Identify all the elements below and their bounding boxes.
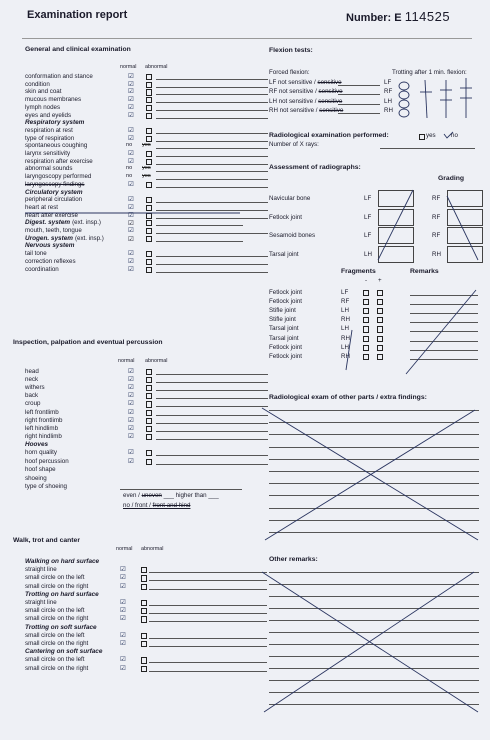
inspection-row-label: croup xyxy=(25,400,41,408)
inspection-row-check[interactable]: ☑ xyxy=(128,432,134,440)
circulatory-row-check[interactable]: ☑ xyxy=(128,196,134,204)
circulatory-title: Circulatory system xyxy=(25,188,83,196)
col-abnormal-label-3: abnormal xyxy=(141,546,164,552)
assessment-title: Assessment of radiographs: xyxy=(269,164,361,171)
hoof-row-check[interactable]: ☑ xyxy=(128,457,134,465)
remarks-cross-1 xyxy=(406,290,476,374)
general-row-label: eyes and eyelids xyxy=(25,111,72,119)
circulatory-row-check[interactable]: ☑ xyxy=(128,203,134,211)
report-title: Examination report xyxy=(27,9,128,21)
walk-title: Walk, trot and canter xyxy=(13,537,80,544)
hoof-row-label: type of shoeing xyxy=(25,483,67,491)
inspection-row-label: right frontlimb xyxy=(25,416,63,424)
walk-check[interactable]: ☑ xyxy=(120,566,126,574)
col-normal-label-3: normal xyxy=(116,546,133,552)
inspection-row-label: back xyxy=(25,392,39,400)
walk-row-label: small circle on the left xyxy=(25,656,85,664)
flexion-title: Flexion tests: xyxy=(269,47,313,54)
digest-ext: (ext. insp.) xyxy=(72,219,101,227)
radio-no-label: no xyxy=(451,132,458,139)
walk-check[interactable]: ☑ xyxy=(120,656,126,664)
urogen-check[interactable]: ☑ xyxy=(128,235,134,243)
fragment-leg: LH xyxy=(341,325,349,333)
walk-row-label: small circle on the right xyxy=(25,582,89,590)
grade-cross-left xyxy=(378,190,413,260)
walk-section-title: Trotting on soft surface xyxy=(25,623,97,631)
inspection-row-label: neck xyxy=(25,376,39,384)
hoof-row-check[interactable]: ☑ xyxy=(128,449,134,456)
general-row-check[interactable]: ☑ xyxy=(128,88,134,96)
inspection-row-check[interactable]: ☑ xyxy=(128,392,134,400)
circulatory-row-label: peripheral circulation xyxy=(25,196,83,204)
walk-section-title: Cantering on soft surface xyxy=(25,648,103,656)
radiograph-right-leg: RF xyxy=(432,195,441,202)
fragment-label: Fetlock joint xyxy=(269,289,303,296)
inspection-row-check[interactable]: ☑ xyxy=(128,376,134,384)
general-row-check[interactable]: ☑ xyxy=(128,103,134,111)
circulatory-row-label: heart after exercise xyxy=(25,211,78,219)
grading-label: Grading xyxy=(438,175,465,182)
radio-yes-label: yes xyxy=(426,132,436,139)
flex-circle-rh xyxy=(399,109,409,117)
inspection-row-label: head xyxy=(25,368,39,375)
circulatory-row-check[interactable]: ☑ xyxy=(128,211,134,219)
inspection-row-check[interactable]: ☑ xyxy=(128,368,134,375)
general-row-label: lymph nodes xyxy=(25,103,61,111)
walk-row-label: small circle on the left xyxy=(25,574,85,582)
report-number-label: Number: E xyxy=(346,12,402,24)
flexion-leg: RH xyxy=(384,106,393,114)
radiograph-right-leg: RF xyxy=(432,232,441,239)
respiratory-row-label: abnormal sounds xyxy=(25,165,73,173)
respiratory-row-yes: yes xyxy=(142,173,151,180)
respiratory-row-check[interactable]: ☑ xyxy=(128,126,134,134)
walk-check[interactable]: ☑ xyxy=(120,599,126,606)
inspection-row-check[interactable]: ☑ xyxy=(128,416,134,424)
flex-mark-1 xyxy=(425,80,427,118)
walk-check[interactable]: ☑ xyxy=(120,664,126,672)
nervous-row-check[interactable]: ☑ xyxy=(128,250,134,258)
walk-section-title: Walking on hard surface xyxy=(25,558,100,565)
respiratory-row-label: laryngoscopy performed xyxy=(25,173,92,181)
nervous-row-label: correction reflexes xyxy=(25,257,76,265)
fragment-label: Fetlock joint xyxy=(269,298,303,306)
fragments-title: Fragments xyxy=(341,268,376,275)
shoeing-value: no / front / front and hind xyxy=(123,502,191,509)
other-remarks-title: Other remarks: xyxy=(269,556,318,563)
fragment-label: Tarsal joint xyxy=(269,325,299,333)
walk-row-label: straight line xyxy=(25,599,57,606)
fragment-leg: RH xyxy=(341,334,350,342)
forced-flexion-label: Forced flexion: xyxy=(269,69,310,76)
radiograph-label: Sesamoid bones xyxy=(269,232,316,239)
respiratory-row-no: no xyxy=(126,142,133,149)
respiratory-row-label: respiration after exercise xyxy=(25,157,93,165)
respiratory-row-label: larynx sensitivity xyxy=(25,150,71,157)
flexion-sensitive: sensitive xyxy=(318,97,343,105)
respiratory-row-check[interactable]: ☑ xyxy=(128,134,134,142)
general-exam-title: General and clinical examination xyxy=(25,46,131,53)
flexion-sensitive: sensitive xyxy=(317,79,342,86)
grade-cross-right xyxy=(447,196,478,260)
respiratory-row-check[interactable]: ☑ xyxy=(128,150,134,157)
remarks-title: Remarks xyxy=(410,268,439,275)
respiratory-row-label: respiration at rest xyxy=(25,126,73,134)
radiograph-left-leg: LF xyxy=(364,213,372,221)
flexion-sensitive: sensitive xyxy=(319,106,344,114)
inspection-row-label: right hindlimb xyxy=(25,432,62,440)
hoof-row-label: shoeing xyxy=(25,474,47,482)
radiograph-left-leg: LF xyxy=(364,232,372,239)
report-number-value: 114525 xyxy=(404,9,451,24)
walk-row-label: small circle on the left xyxy=(25,607,85,615)
fragment-leg: RH xyxy=(341,316,350,324)
other-remarks-x-1 xyxy=(262,572,478,712)
radio-no-check xyxy=(444,132,453,138)
other-parts-title: Radiological exam of other parts / extra findings: xyxy=(269,394,427,401)
other-remarks-x-2 xyxy=(264,572,474,712)
fragment-leg: LH xyxy=(341,307,349,315)
flexion-not-sensitive: LH not sensitive / xyxy=(269,97,319,105)
col-normal-label-2: normal xyxy=(118,358,135,364)
hoof-shape-value: even / uneven ___ higher than ___ xyxy=(123,492,219,499)
nervous-row-check[interactable]: ☑ xyxy=(128,265,134,273)
fragment-leg: LH xyxy=(341,343,349,351)
walk-check[interactable]: ☑ xyxy=(120,615,126,623)
walk-section-title: Trotting on hard surface xyxy=(25,590,99,598)
hoof-row-label: hoof percussion xyxy=(25,457,69,465)
walk-check[interactable]: ☑ xyxy=(120,574,126,582)
inspection-row-label: left frontlimb xyxy=(25,408,59,416)
flexion-leg: RF xyxy=(384,88,393,96)
trotting-after-label: Trotting after 1 min. flexion: xyxy=(392,69,467,76)
respiratory-row-yes: yes xyxy=(142,142,151,149)
hoof-row-label: hoof shape xyxy=(25,466,56,474)
fragments-plus: + xyxy=(378,277,382,284)
fragment-leg: RF xyxy=(341,298,350,306)
urogen-ext: (ext. insp.) xyxy=(74,234,104,242)
radiograph-left-leg: LF xyxy=(364,195,372,202)
walk-check[interactable]: ☑ xyxy=(120,631,126,639)
walk-row-label: small circle on the right xyxy=(25,615,89,623)
walk-check[interactable]: ☑ xyxy=(120,607,126,615)
respiratory-row-label: spontaneous coughing xyxy=(25,142,88,150)
fragment-label: Stifle joint xyxy=(269,307,296,315)
fragments-minus: - xyxy=(365,277,368,284)
respiratory-row-check[interactable]: ☑ xyxy=(128,157,134,165)
general-row-label: conformation and stance xyxy=(25,73,93,80)
inspection-title: Inspection, palpation and eventual percussion xyxy=(13,339,163,346)
fragment-label: Stifle joint xyxy=(269,316,296,324)
flexion-leg: LH xyxy=(384,97,392,105)
flexion-not-sensitive: RH not sensitive / xyxy=(269,106,320,114)
fragment-label: Fetlock joint xyxy=(269,352,303,360)
frag-mark xyxy=(346,330,352,370)
general-row-check[interactable]: ☑ xyxy=(128,80,134,88)
walk-check[interactable]: ☑ xyxy=(120,640,126,647)
fragment-leg: LF xyxy=(341,289,349,296)
general-row-label: skin and coat xyxy=(25,88,62,96)
urogen-title: Urogen. system xyxy=(25,234,73,242)
flexion-not-sensitive: RF not sensitive / xyxy=(269,88,319,96)
inspection-row-label: left hindlimb xyxy=(25,424,59,432)
general-row-check[interactable]: ☑ xyxy=(128,73,134,80)
hoof-row-label: horn quality xyxy=(25,449,57,456)
walk-row-label: straight line xyxy=(25,566,57,574)
nervous-row-label: tail tone xyxy=(25,250,47,258)
inspection-row-label: withers xyxy=(25,384,45,392)
general-row-label: condition xyxy=(25,80,50,88)
general-row-check[interactable]: ☑ xyxy=(128,96,134,104)
walk-row-label: small circle on the right xyxy=(25,640,89,647)
radiograph-label: Navicular bone xyxy=(269,195,311,202)
radiograph-right-leg: RF xyxy=(432,213,441,221)
col-abnormal-label-2: abnormal xyxy=(145,358,168,364)
fragment-label: Fetlock joint xyxy=(269,343,303,351)
num-xrays-label: Number of X rays: xyxy=(269,141,319,148)
respiratory-row-no: no xyxy=(126,165,133,172)
circulatory-row-label: heart at rest xyxy=(25,203,59,211)
respiratory-row-label: type of respiration xyxy=(25,134,75,142)
digest-check[interactable]: ☑ xyxy=(128,220,134,228)
col-abnormal-label: abnormal xyxy=(145,64,168,70)
respiratory-row-no: no xyxy=(126,173,133,180)
nervous-row-label: coordination xyxy=(25,265,59,273)
flex-circle-lf xyxy=(399,82,409,90)
flex-circle-lh xyxy=(399,100,409,108)
inspection-row-check[interactable]: ☑ xyxy=(128,400,134,408)
walk-row-label: small circle on the left xyxy=(25,631,85,639)
respiratory-title: Respiratory system xyxy=(25,119,85,127)
fragment-leg: RH xyxy=(341,352,350,360)
general-row-check[interactable]: ☑ xyxy=(128,111,134,119)
inspection-row-check[interactable]: ☑ xyxy=(128,408,134,416)
flex-circle-rf xyxy=(399,91,409,99)
respiratory-row-yes: yes xyxy=(142,165,151,172)
fragment-label: Tarsal joint xyxy=(269,334,299,342)
radiograph-label: Fetlock joint xyxy=(269,213,303,221)
inspection-row-check[interactable]: ☑ xyxy=(128,424,134,432)
col-normal-label: normal xyxy=(120,64,137,70)
hooves-title: Hooves xyxy=(25,440,49,448)
nervous-row-check[interactable]: ☑ xyxy=(128,257,134,265)
flexion-not-sensitive: LF not sensitive / xyxy=(269,79,318,86)
general-row-label: mucous membranes xyxy=(25,96,82,104)
radiograph-label: Tarsal joint xyxy=(269,250,299,258)
inspection-row-check[interactable]: ☑ xyxy=(128,384,134,392)
respiratory-row-label: laryngoscopy findings xyxy=(25,180,85,188)
respiratory-row-check[interactable]: ☑ xyxy=(128,180,134,188)
radiograph-right-leg: RH xyxy=(432,250,441,258)
radiograph-left-leg: LH xyxy=(364,250,372,258)
flexion-leg: LF xyxy=(384,79,392,86)
walk-row-label: small circle on the right xyxy=(25,664,89,672)
digest-row-check[interactable]: ☑ xyxy=(128,227,134,234)
radiological-performed-label: Radiological examination performed: xyxy=(269,132,389,139)
flexion-sensitive: sensitive xyxy=(318,88,343,96)
digest-title: Digest. system xyxy=(25,219,71,227)
nervous-title: Nervous system xyxy=(25,242,75,250)
walk-check[interactable]: ☑ xyxy=(120,582,126,590)
digest-row-label: mouth, teeth, tongue xyxy=(25,227,82,234)
